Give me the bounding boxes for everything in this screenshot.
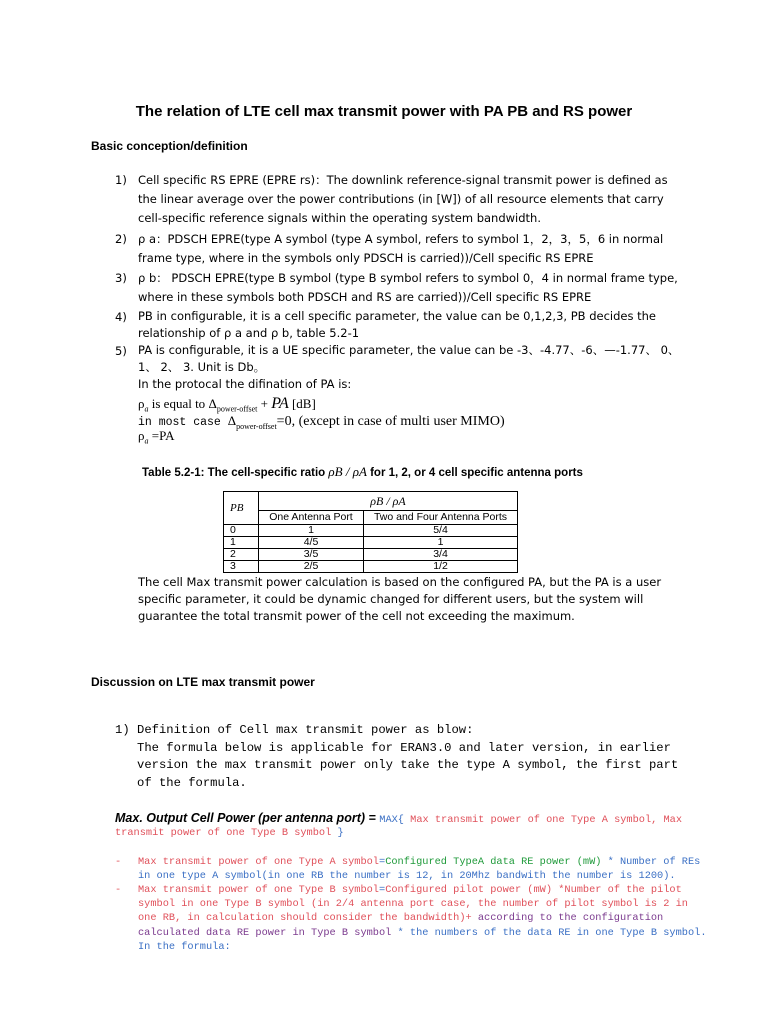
max-output-label: Max. Output Cell Power (per antenna port) = [115, 811, 380, 825]
item-number: 5) [115, 344, 127, 358]
section-heading-discussion: Discussion on LTE max transmit power [91, 675, 315, 689]
table-cell-two: 1/2 [364, 561, 518, 573]
table-cell-pb: 3 [224, 561, 259, 573]
item-line: Cell specific RS EPRE (EPRE rs)：The downlink reference-signal transmit power is defined as [138, 173, 668, 187]
bullet-segment: = [379, 856, 386, 868]
delta-subscript: power-offset [216, 404, 258, 414]
item-number: 1) [115, 173, 127, 187]
bullet-segment: In the formula: [138, 940, 231, 953]
bullet-line [138, 869, 700, 883]
pa-symbol: PA [271, 395, 289, 412]
bullet-segment: Max transmit power of one Type A symbol [138, 856, 379, 868]
bullet-line [138, 855, 700, 869]
item-body [138, 308, 656, 342]
delta-symbol: Δ [227, 413, 237, 428]
bullet-segment: Max transmit power of one Type B symbol [138, 884, 379, 896]
table-cell-pb: 2 [224, 549, 259, 561]
paragraph-line: The cell Max transmit power calculation is based on the configured PA, but the PA is a user [138, 575, 662, 589]
bullet-segment: Configured TypeA data RE power (mW) [385, 856, 602, 868]
except-text: =0, (except in case of multi user MIMO) [276, 414, 505, 429]
rho-symbol: ρ [138, 396, 145, 411]
table-col-header-one: One Antenna Port [259, 511, 364, 525]
bullet-segment: * the numbers of the data RE in one Type B symbol. [391, 926, 707, 939]
bullet-segment: = [379, 884, 386, 896]
table-row [224, 549, 518, 561]
ratio-table [223, 491, 518, 573]
unit-text: [dB] [288, 396, 316, 411]
max-output-line-2 [115, 826, 344, 840]
formula-rho-pa-line [138, 428, 175, 446]
bullet-line [138, 883, 707, 897]
max-output-line-1 [115, 809, 682, 827]
rho-pa-text: =PA [148, 428, 175, 443]
most-case-text: in most case [138, 416, 228, 429]
def-line: of the formula. [137, 775, 247, 790]
item-number: 3) [115, 271, 127, 285]
item-line: PB in configurable, it is a cell specific parameter, the value can be 0,1,2,3, PB decides the [138, 309, 656, 323]
table-caption-prefix: Table 5.2-1: The cell-specific ratio [142, 467, 329, 479]
table-cell-two: 3/4 [364, 549, 518, 561]
bullet-segment: *Number of the pilot [552, 884, 682, 896]
table-cell-pb: 0 [224, 525, 259, 537]
table-cell-one: 2/5 [259, 561, 364, 573]
item-line: where in these symbols both PDSCH and RS are carried))/Cell specific RS EPRE [138, 290, 592, 304]
item-line: frame type, where in the symbols only PDSCH is carried))/Cell specific RS EPRE [138, 251, 594, 265]
bullet-line [138, 911, 707, 925]
bullet-line [138, 897, 707, 911]
after-table-paragraph [138, 574, 661, 625]
table-caption [142, 464, 583, 480]
table-row [224, 537, 518, 549]
bullet-dash: - [115, 884, 122, 896]
table-caption-ratio: ρB / ρA [328, 464, 367, 479]
max-func: MAX{ [379, 814, 404, 826]
rho-subscript: a [144, 404, 149, 414]
table-corner-pb: PB [224, 492, 259, 525]
item-body [138, 269, 678, 307]
table-cell-one: 1 [259, 525, 364, 537]
table-group-header: ρB / ρA [259, 492, 518, 511]
table-row [224, 561, 518, 573]
rho-symbol: ρ [138, 428, 145, 443]
max-close: } [337, 827, 344, 839]
plus-sign: + [257, 396, 272, 411]
item-body [138, 230, 663, 268]
item-line: ρ a：PDSCH EPRE(type A symbol (type A symbol, refers to symbol 1，2，3，5，6 in normal [138, 232, 664, 246]
bullet-line [138, 940, 707, 954]
item-line: the linear average over the power contributions (in [W]) of all resource elements that carry [138, 192, 664, 206]
item-number: 2) [115, 232, 127, 246]
bullet-segment: symbol in one Type B symbol (in 2/4 antenna port case, the number of pilot symbol is 2 in [138, 898, 688, 911]
item-number: 4) [115, 310, 127, 324]
item-line: ρ b： PDSCH EPRE(type B symbol (type B symbol refers to symbol 0，4 in normal frame type, [138, 271, 678, 285]
bullet-line [138, 926, 707, 940]
table-row [224, 525, 518, 537]
def-line: Definition of Cell max transmit power as blow: [137, 723, 474, 737]
bullet-segment: one RB, in calculation should consider the bandwidth)+ [138, 912, 478, 925]
item-line: relationship of ρ a and ρ b, table 5.2-1 [138, 326, 360, 340]
def-line: version the max transmit power only take the type A symbol, the first part [137, 758, 679, 772]
item-line: cell-specific reference signals within the operating system bandwidth. [138, 211, 541, 225]
table-cell-pb: 1 [224, 537, 259, 549]
delta-symbol: Δ [208, 396, 217, 411]
item-line: PA is configurable, it is a UE specific parameter, the value can be -3、-4.77、-6、—-1.77、 0、 [138, 343, 680, 357]
formula-most-case-line [138, 412, 505, 431]
table-col-header-two: Two and Four Antenna Ports [364, 511, 518, 525]
bullet-segment: in one type A symbol(in one RB the number is 12, in 20Mhz bandwith the number is 1200). [138, 870, 676, 883]
formula-text: is equal to [148, 396, 209, 411]
rho-subscript: a [144, 436, 149, 446]
item-body [138, 171, 668, 228]
paragraph-line: guarantee the total transmit power of the cell not exceeding the maximum. [138, 609, 575, 623]
item-line: In the protocal the difination of PA is: [138, 377, 352, 391]
def-line: The formula below is applicable for ERAN3.0 and later version, in earlier [137, 740, 671, 755]
delta-subscript: power-offset [236, 422, 277, 432]
table-cell-one: 3/5 [259, 549, 364, 561]
table-cell-one: 4/5 [259, 537, 364, 549]
max-args-part2: transmit power of one Type B symbol [115, 827, 338, 839]
item-number: 1) [115, 723, 130, 737]
table-cell-two: 5/4 [364, 525, 518, 537]
ratio-table-wrap [223, 491, 518, 573]
bullet-segment: calculated data RE power in Type B symbol [138, 926, 392, 939]
bullet-dash: - [115, 856, 122, 868]
bullet-segment: according to the configuration [477, 912, 664, 925]
table-caption-suffix: for 1, 2, or 4 cell specific antenna ports [366, 467, 583, 479]
item-line: 1、 2、 3. Unit is Db。 [138, 360, 266, 374]
table-cell-two: 1 [364, 537, 518, 549]
section-heading-basic: Basic conception/definition [91, 139, 248, 153]
item-body [138, 342, 679, 393]
bullet-segment: * Number of REs [601, 856, 701, 868]
bullet-segment: Configured pilot power (mW) [385, 884, 553, 896]
formula-pa-line [138, 395, 316, 414]
page-title: The relation of LTE cell max transmit power with PA PB and RS power [135, 103, 633, 120]
max-args-part1: Max transmit power of one Type A symbol, Max [403, 814, 683, 826]
paragraph-line: specific parameter, it could be dynamic changed for different users, but the system will [138, 592, 644, 606]
